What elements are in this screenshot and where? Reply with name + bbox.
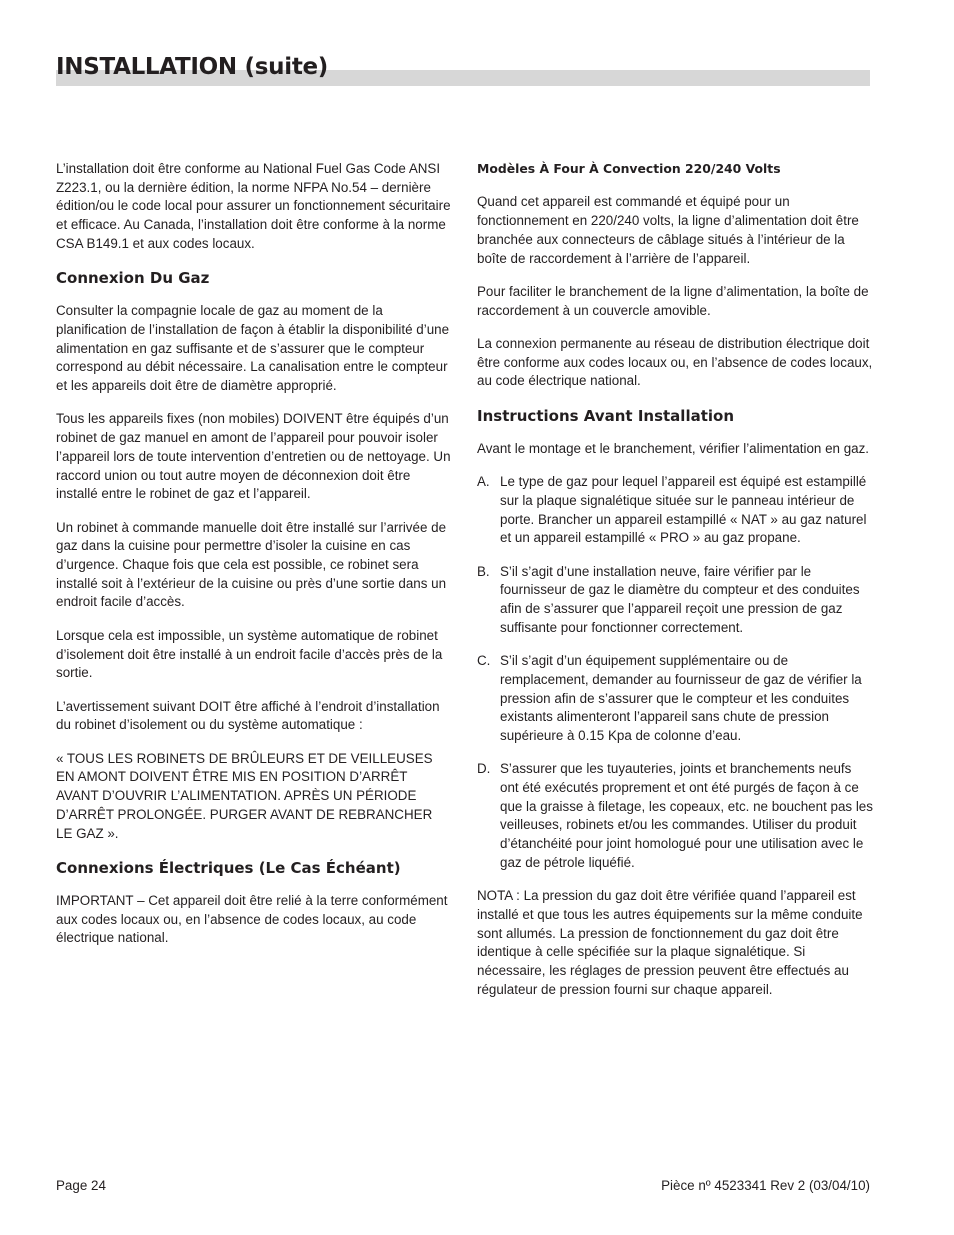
gas-paragraph: Lorsque cela est impossible, un système automatique de robinet d’isolement doit être installé à un endroit facile d’accès près de la sortie. (56, 627, 443, 681)
list-letter: D. (477, 761, 491, 777)
nota-paragraph: NOTA : La pression du gaz doit être vérifiée quand l’appareil est installé et que tous les autres équipements sur la même conduite sont allumés. La pression de fonctionnement du gaz doit être identique à celle spécifiée sur la plaque signalétique. Si nécessaire, les réglages de pression peuvent être effectués au régulateur de pression fourni sur chaque appareil. (477, 888, 863, 997)
right-column (477, 160, 873, 1014)
list-text: S’il s’agit d’un équipement supplémentaire ou de remplacement, demander au fournisseur de gaz de vérifier la pression afin de s’assurer que le compteur et les conduites existants alimenteront l’appareil sans chute de pression supérieure à 0.15 Kpa de colonne d’eau. (500, 653, 862, 743)
preinstallation-intro: Avant le montage et le branchement, vérifier l’alimentation en gaz. (477, 440, 870, 456)
list-letter: C. (477, 653, 491, 669)
gas-paragraph: Consulter la compagnie locale de gaz au moment de la planification de l’installation de façon à établir la disponibilité d’une alimentation en gaz suffisante et de s’assurer que le compteur correspond au débit nécessaire. La canalisation entre le compteur et les appareils doit être de diamètre approprié. (56, 303, 450, 394)
list-item (477, 760, 873, 872)
gas-paragraph: L’avertissement suivant DOIT être affiché à l’endroit d’installation du robinet d’isolement ou du système automatique : (56, 698, 440, 733)
electrical-paragraph: IMPORTANT – Cet appareil doit être relié à la terre conformément aux codes locaux ou, en l’absence de codes locaux, au code électrique national. (56, 892, 448, 946)
list-item (477, 563, 873, 638)
list-letter: A. (477, 474, 490, 490)
list-item (477, 473, 873, 548)
gas-warning-text: « TOUS LES ROBINETS DE BRÛLEURS ET DE VEILLEUSES EN AMONT DOIVENT ÊTRE MIS EN POSITION D’ARRÊT AVANT D’OUVRIR L’ALIMENTATION. APRÈS UN PÉRIODE D’ARRÊT PROLONGÉE. PURGER AVANT DE REBRANCHER LE GAZ ». (56, 750, 433, 841)
gas-connection-heading: Connexion Du Gaz (56, 269, 210, 288)
intro-paragraph: L’installation doit être conforme au National Fuel Gas Code ANSI Z223.1, ou la dernière édition, la norme NFPA No.54 – dernière édition/ou le code local pour assurer un fonctionnement sécuritaire et efficace. Au Canada, l’installation doit être conforme à la norme CSA B149.1 et aux codes locaux. (56, 161, 451, 251)
page-number: Page 24 (56, 1178, 106, 1193)
list-item (477, 652, 873, 746)
left-column (56, 160, 452, 963)
page-title: INSTALLATION (suite) (56, 54, 329, 80)
gas-paragraph: Un robinet à commande manuelle doit être installé sur l’arrivée de gaz dans la cuisine pour permettre d’isoler la cuisine en cas d’urgence. Chaque fois que cela est possible, ce robinet sera installé soit à l’extérieur de la cuisine ou près d’une sortie dans un endroit facile d’accès. (56, 519, 447, 610)
electrical-connections-heading: Connexions Électriques (Le Cas Échéant) (56, 858, 401, 877)
list-text: Le type de gaz pour lequel l’appareil est équipé est estampillé sur la plaque signalétique située sur le panneau intérieur de porte. Brancher un appareil estampillé « NAT » au gaz naturel et un appareil estampillé « PRO » au gaz propane. (500, 474, 867, 546)
list-text: S’assurer que les tuyauteries, joints et branchements neufs ont été exécutés proprement et ont été purgés de façon à ce que la graisse à filetage, les copeaux, etc. ne bouchent pas les veilleuses, robinets et/ou les commandes. Utiliser du produit d’étanchéité pour joint homologué pour une utilisation avec le gaz de pétrole liquéfié. (500, 761, 873, 870)
part-number: Pièce nº 4523341 Rev 2 (03/04/10) (661, 1178, 870, 1193)
list-letter: B. (477, 563, 490, 579)
convection-models-heading: Modèles À Four À Convection 220/240 Volts (477, 161, 781, 176)
convection-paragraph: Pour faciliter le branchement de la ligne d’alimentation, la boîte de raccordement à un couvercle amovible. (477, 283, 869, 318)
convection-paragraph: Quand cet appareil est commandé et équipé pour un fonctionnement en 220/240 volts, la ligne d’alimentation doit être branchée aux connecteurs de câblage situés à l’intérieur de la boîte de raccordement à l’arrière de l’appareil. (477, 194, 859, 266)
preinstallation-heading: Instructions Avant Installation (477, 406, 734, 425)
gas-paragraph: Tous les appareils fixes (non mobiles) DOIVENT être équipés d’un robinet de gaz manuel en amont de l’appareil pour pouvoir isoler l’appareil lors de toute intervention d’entretien ou de nettoyage. Un raccord union ou tout autre moyen de déconnexion doit être installé entre le robinet de gaz et l’appareil. (56, 411, 451, 502)
convection-paragraph: La connexion permanente au réseau de distribution électrique doit être conforme aux codes locaux ou, en l’absence de codes locaux, au code électrique national. (477, 335, 873, 389)
list-text: S’il s’agit d’une installation neuve, faire vérifier par le fournisseur de gaz le diamètre du compteur et des conduites afin de s’assurer que l’appareil reçoit une pression de gaz suffisante pour fonctionner correctement. (500, 563, 860, 635)
